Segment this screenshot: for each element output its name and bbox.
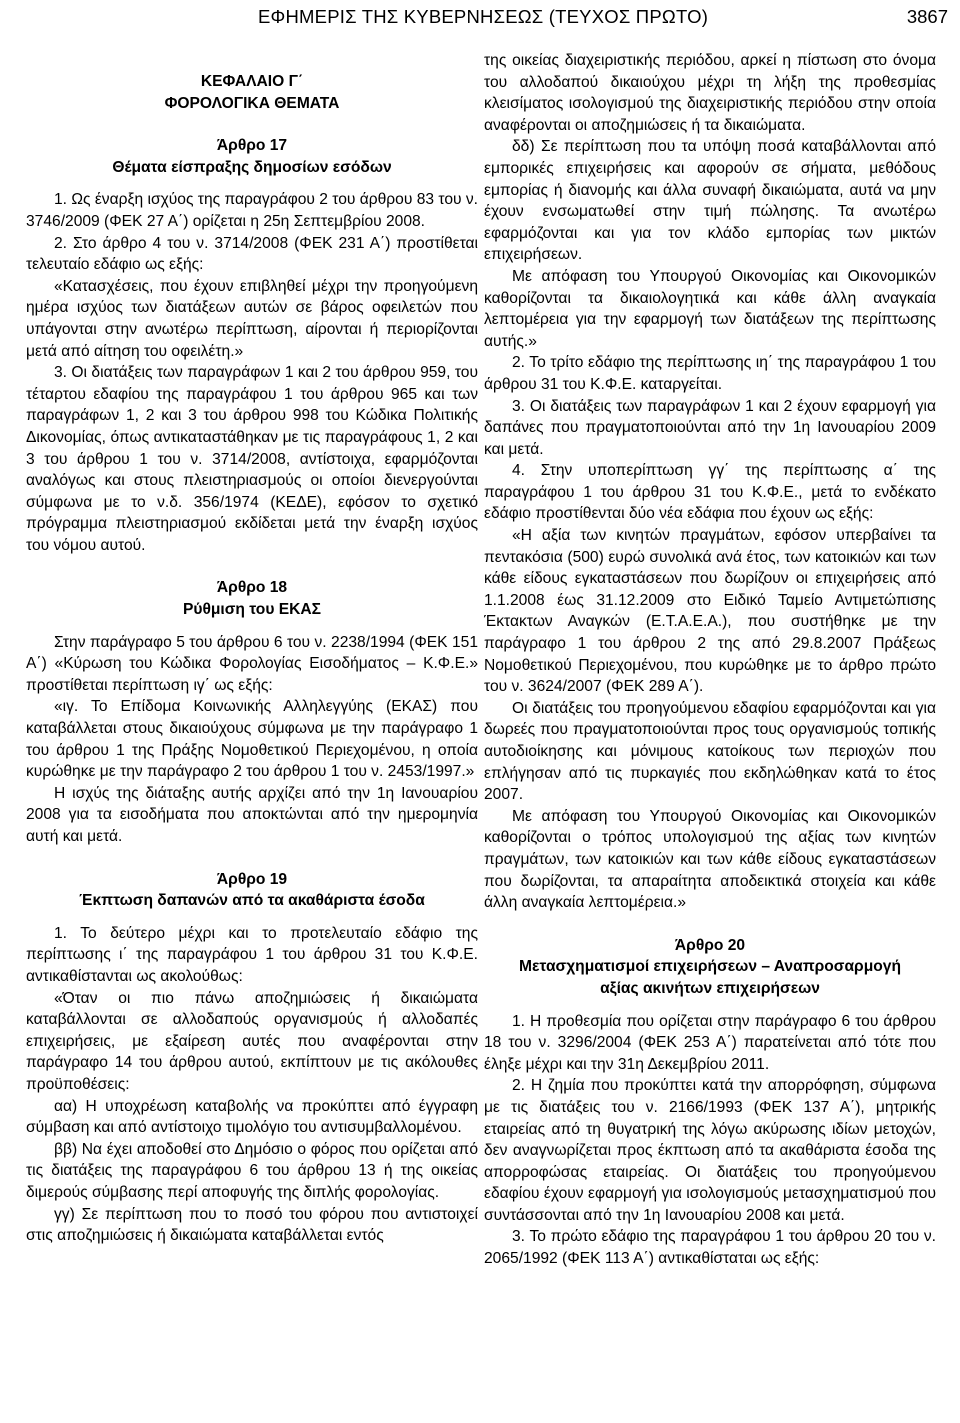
article-20-title: Μετασχηματισμοί επιχειρήσεων – Αναπροσαρμογή xyxy=(519,958,901,976)
gazette-title: ΕΦΗΜΕΡΙΣ ΤΗΣ ΚΥΒΕΡΝΗΣΕΩΣ (ΤΕΥΧΟΣ ΠΡΩΤΟ) xyxy=(258,6,709,27)
article-20-paragraph: 1. Η προθεσμία που ορίζεται στην παράγραφο 6 του άρθρου 18 του ν. 3296/2004 (ΦΕΚ 253 Α΄) παρατείνεται από τότε που έληξε μέχρι και την 31η Δεκεμβρίου 2011. xyxy=(484,1012,936,1073)
article-19-paragraph: γγ) Σε περίπτωση που το ποσό του φόρου που αντιστοιχεί στις αποζημιώσεις ή δικαιώματα καταβάλλεται εντός xyxy=(26,1205,478,1245)
article-17-title: Θέματα είσπραξης δημοσίων εσόδων xyxy=(112,158,392,176)
article-19-label: Άρθρο 19 xyxy=(216,870,288,888)
chapter-heading: ΚΕΦΑΛΑΙΟ Γ΄ xyxy=(200,73,304,90)
article-20-label: Άρθρο 20 xyxy=(674,936,746,954)
article-19-title: Έκπτωση δαπανών από τα ακαθάριστα έσοδα xyxy=(79,892,425,910)
article-17-paragraph: 1. Ως έναρξη ισχύος της παραγράφου 2 του άρθρου 83 του ν. 3746/2009 (ΦΕΚ 27 Α΄) ορίζεται η 25η Σεπτεμβρίου 2008. xyxy=(26,191,478,230)
article-18-label: Άρθρο 18 xyxy=(216,579,288,597)
left-column xyxy=(26,50,478,1247)
article-19-paragraph: αα) Η υποχρέωση καταβολής να προκύπτει από έγγραφη σύμβαση και από αντίστοιχο τιμολόγιο του αντισυμβαλλομένου. xyxy=(26,1097,478,1137)
article-17-paragraph: 3. Οι διατάξεις των παραγράφων 1 και 2 του άρθρου 959, του τέταρτου εδαφίου της παραγράφου 1 του άρθρου 965 και των παραγράφων 1, 2 και 3 του άρθρου 998 του Κώδικα Πολιτικής Δικονομίας, όπως αντικαταστάθηκαν με τις παραγράφους 1, 2 και 3 του άρθρου 1 του ν. 3714/2008, αντίστοιχα, εφαρμόζονται αναλόγως και στους πλειστηριασμούς οι οποίοι διενεργούνται σύμφωνα με το ν.δ. 356/1974 (ΚΕΔΕ), εφόσον το σχετικό πρόγραμμα πλειστηριασμού εκδίδεται μετά την έναρξη ισχύος του νόμου αυτού. xyxy=(26,364,478,554)
article-19-paragraph: 2. Το τρίτο εδάφιο της περίπτωσης ιη΄ της παραγράφου 1 του άρθρου 31 του Κ.Φ.Ε. καταργείται. xyxy=(484,354,936,393)
chapter-title: ΦΟΡΟΛΟΓΙΚΑ ΘΕΜΑΤΑ xyxy=(164,94,340,112)
article-17-paragraph: «Κατασχέσεις, που έχουν επιβληθεί μέχρι την προηγούμενη ημέρα ισχύος των διατάξεων αυτών σε βάρος οφειλετών που υπάγονται στην ανωτέρω περίπτωση, αίρονται ή περιορίζονται μετά από αίτηση του οφειλέτη.» xyxy=(26,277,478,360)
article-19-paragraph: δδ) Σε περίπτωση που τα υπόψη ποσά καταβάλλονται από εμπορικές επιχειρήσεις και αφορούν σε σήματα, μεθόδους εμπορίας ή διανομής και άλλα συναφή δικαιώματα, αυτά να μην έχουν ενσωματωθεί στην τιμή πώλησης. Τα ανωτέρω εφαρμόζονται και για τον κλάδο εμπορίας των μικτών επιχειρήσεων. xyxy=(484,138,936,264)
page-header xyxy=(0,0,960,36)
article-19-continuation: της οικείας διαχειριστικής περιόδου, αρκεί η πίστωση στο όνομα του αλλοδαπού δικαιούχου μέχρι τη λήξη της προθεσμίας κλεισίματος ισολογισμού της διαχειριστικής περιόδου στην οποία αναφέρονται οι αποζημιώσεις ή τα δικαιώματα. xyxy=(484,52,936,134)
article-17-label: Άρθρο 17 xyxy=(216,137,288,155)
article-19-paragraph: «Η αξία των κινητών πραγμάτων, εφόσον υπερβαίνει τα πεντακόσια (500) ευρώ συνολικά ανά έτος, των κατοικιών και των κάθε είδους εγκαταστάσεων που δωρίζουν οι επιχειρήσεις από 1.1.2008 έως 31.12.2009 στο Ειδικό Ταμείο Αντιμετώπισης Έκτακτων Αναγκών (Ε.Τ.Α.Ε.Α.), που συστήθηκε με την παράγραφο 1 του άρθρου 2 της από 29.8.2007 Πράξεως Νομοθετικού Περιεχομένου, που κυρώθηκε με το άρθρο πρώτο του ν. 3624/2007 (ΦΕΚ 289 Α΄). xyxy=(484,527,936,696)
page-number: 3867 xyxy=(906,6,948,27)
article-20-paragraph: 2. Η ζημία που προκύπτει κατά την απορρόφηση, σύμφωνα με τις διατάξεις του ν. 2166/1993 (ΦΕΚ 137 Α΄), μητρικής εταιρείας από τη θυγατρική της λόγω ακύρωσης ιδίων μετοχών, δεν αναγνωρίζεται προς έκπτωση από τα ακαθάριστα έσοδα της απορροφώσας εταιρείας. Οι διατάξεις του προηγούμενου εδαφίου έχουν εφαρμογή για ισολογισμούς μετασχηματισμού που συντάσσονται από την 1η Ιανουαρίου 2008 και μετά. xyxy=(484,1077,936,1224)
article-19-paragraph: 3. Οι διατάξεις των παραγράφων 1 και 2 έχουν εφαρμογή για δαπάνες που πραγματοποιούνται από την 1η Ιανουαρίου 2009 και μετά. xyxy=(484,397,936,458)
article-18-paragraph: Η ισχύς της διάταξης αυτής αρχίζει από την 1η Ιανουαρίου 2008 για τα εισοδήματα που αποκτώνται από την ημερομηνία αυτή και μετά. xyxy=(26,784,478,845)
article-17-paragraph: 2. Στο άρθρο 4 του ν. 3714/2008 (ΦΕΚ 231 Α΄) προστίθεται τελευταίο εδάφιο ως εξής: xyxy=(26,234,478,274)
article-18-paragraph: «ιγ. Το Επίδομα Κοινωνικής Αλληλεγγύης (ΕΚΑΣ) που καταβάλλεται στους δικαιούχους σύμφωνα με την παράγραφο 1 του άρθρου 1 της Πράξης Νομοθετικού Περιεχομένου, η οποία κυρώθηκε με την παράγραφο 2 του άρθρου 1 του ν. 2453/1997.» xyxy=(26,698,478,781)
right-column xyxy=(484,50,936,1270)
article-18-paragraph: Στην παράγραφο 5 του άρθρου 6 του ν. 2238/1994 (ΦΕΚ 151 Α΄) «Κύρωση του Κώδικα Φορολογίας Εισοδήματος – Κ.Φ.Ε.» προστίθεται περίπτωση ιγ΄ ως εξής: xyxy=(26,633,478,694)
article-20-paragraph: 3. Το πρώτο εδάφιο της παραγράφου 1 του άρθρου 20 του ν. 2065/1992 (ΦΕΚ 113 Α΄) αντικαθίσταται ως εξής: xyxy=(484,1228,936,1268)
article-19-paragraph: «Όταν οι πιο πάνω αποζημιώσεις ή δικαιώματα καταβάλλονται σε αλλοδαπούς οργανισμούς ή αλλοδαπές επιχειρήσεις, με εξαίρεση αυτές που αναφέρονται στην παράγραφο 14 του άρθρου αυτού, εκπίπτουν με τις ακόλουθες προϋποθέσεις: xyxy=(26,989,478,1093)
article-19-paragraph: 4. Στην υποπερίπτωση γγ΄ της περίπτωσης α΄ της παραγράφου 1 του άρθρου 31 του Κ.Φ.Ε., μετά το ενδέκατο εδάφιο προστίθενται δύο νέα εδάφια που έχουν ως εξής: xyxy=(484,462,936,523)
article-19-paragraph: Με απόφαση του Υπουργού Οικονομίας και Οικονομικών καθορίζονται τα δικαιολογητικά και κάθε άλλη αναγκαία λεπτομέρεια για την εφαρμογή των διατάξεων της περίπτωσης αυτής.» xyxy=(484,267,936,350)
article-19-paragraph: 1. Το δεύτερο μέχρι και το προτελευταίο εδάφιο της περίπτωσης ι΄ της παραγράφου 1 του άρθρου 31 του Κ.Φ.Ε. αντικαθίστανται ως ακολούθως: xyxy=(26,924,478,985)
article-19-paragraph: Οι διατάξεις του προηγούμενου εδαφίου εφαρμόζονται και για δωρεές που πραγματοποιούνται προς τους οργανισμούς τοπικής αυτοδιοίκησης και μόνιμους κατοίκους των περιοχών που επλήγησαν από τις πυρκαγιές που εκδηλώθηκαν κατά το έτος 2007. xyxy=(484,699,936,804)
article-18-title: Ρύθμιση του ΕΚΑΣ xyxy=(182,601,322,619)
article-19-paragraph: ββ) Να έχει αποδοθεί στο Δημόσιο ο φόρος που ορίζεται από τις διατάξεις της παραγράφου 6 του άρθρου 13 ή της οικείας διμερούς σύμβασης περί αποφυγής της διπλής φορολογίας. xyxy=(26,1140,478,1201)
article-20-title: αξίας ακινήτων επιχειρήσεων xyxy=(600,979,820,997)
article-19-paragraph: Με απόφαση του Υπουργού Οικονομίας και Οικονομικών καθορίζονται ο τρόπος υπολογισμού της αξίας των κινητών πραγμάτων, των κατοικιών και των κάθε είδους εγκαταστάσεων που δωρίζονται, τα απαραίτητα αποδεικτικά στοιχεία και κάθε άλλη αναγκαία λεπτομέρεια.» xyxy=(484,807,936,912)
